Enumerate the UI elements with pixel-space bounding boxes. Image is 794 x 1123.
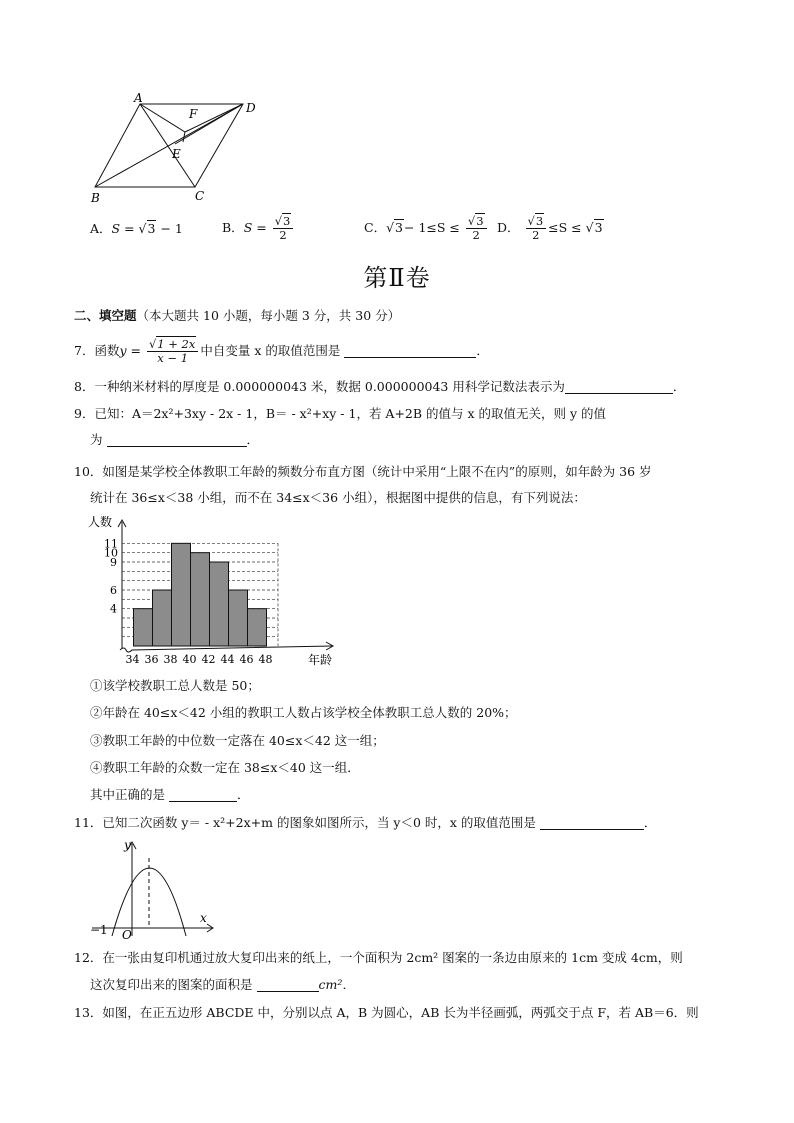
graph-y-label: y bbox=[124, 838, 131, 852]
x-tick-label: 46 bbox=[239, 653, 254, 666]
option-d: D． $\frac{√3}{2}$ ≤S ≤ √3 bbox=[497, 214, 603, 242]
x-tick-label: 42 bbox=[201, 653, 216, 666]
question-13-line1: 13．如图，在正五边形 ABCDE 中，分别以点 A，B 为圆心，AB 长为半径画弧，两弧交于点 F，若 AB＝6．则 bbox=[74, 1005, 699, 1020]
label-D: D bbox=[246, 101, 256, 115]
question-12-line1: 12．在一张由复印机通过放大复印出来的纸上，一个面积为 2cm² 图案的一条边由原来的 1cm 变成 4cm，则 bbox=[74, 950, 683, 965]
histogram-bar bbox=[134, 609, 153, 646]
section-heading: 二、填空题（本大题共 10 小题，每小题 3 分，共 30 分） bbox=[74, 308, 401, 323]
y-tick-label: 6 bbox=[110, 584, 117, 597]
rhombus-figure bbox=[85, 92, 265, 207]
question-12-line2: 这次复印出来的图案的面积是 cm²． bbox=[90, 977, 355, 992]
question-10-line1: 10．如图是某学校全体教职工年龄的频数分布直方图（统计中采用“上限不在内”的原则，如年龄为 36 岁 bbox=[74, 464, 652, 479]
x-tick-label: 36 bbox=[144, 653, 159, 666]
graph-origin-label: O bbox=[122, 928, 132, 940]
option-c: C．√3− 1≤S ≤ $\frac{√3}{2}$ bbox=[364, 210, 489, 246]
histogram-bar bbox=[229, 590, 248, 646]
histogram-xlabel: 年龄 bbox=[308, 653, 333, 667]
label-C: C bbox=[195, 189, 205, 203]
statement-2: ②年龄在 40≤x＜42 小组的教职工人数占该学校全体教职工总人数的 20%； bbox=[90, 705, 517, 720]
x-tick-label: 40 bbox=[182, 653, 197, 666]
y-tick-label: 10 bbox=[104, 546, 118, 560]
y-tick-label: 11 bbox=[104, 537, 118, 551]
y-tick-label: 9 bbox=[110, 556, 117, 569]
statement-4: ④教职工年龄的众数一定在 38≤x＜40 这一组． bbox=[90, 760, 360, 775]
histogram-bar bbox=[210, 562, 229, 646]
histogram-bar bbox=[172, 543, 191, 646]
histogram-bar bbox=[191, 553, 210, 646]
label-F: F bbox=[189, 107, 198, 121]
question-9-line2: 为 ． bbox=[90, 432, 260, 447]
question-10-ask: 其中正确的是 ． bbox=[90, 787, 250, 802]
option-b: B．S = $\frac{√3}{2}$ bbox=[222, 210, 295, 246]
parabola-graph bbox=[88, 836, 228, 940]
graph-neg1-label: −1 bbox=[90, 923, 108, 937]
question-11: 11．已知二次函数 y＝ - x²+2x+m 的图象如图所示，当 y＜0 时，x 的取值范围是 ． bbox=[74, 815, 657, 830]
age-histogram bbox=[80, 508, 340, 670]
graph-x-label: x bbox=[200, 911, 207, 925]
label-A: A bbox=[134, 92, 143, 105]
x-tick-label: 44 bbox=[220, 653, 235, 666]
question-10-line2: 统计在 36≤x＜38 小组，而不在 34≤x＜36 小组），根据图中提供的信息，有下列说法： bbox=[90, 490, 586, 505]
volume-title: 第Ⅱ卷 bbox=[363, 264, 431, 292]
histogram-bar bbox=[248, 609, 267, 646]
x-tick-label: 34 bbox=[125, 653, 140, 666]
x-tick-label: 48 bbox=[258, 653, 273, 666]
question-9-line1: 9．已知：A＝2x²+3xy - 2x - 1，B＝ - x²+xy - 1，若 A+2B 的值与 x 的取值无关，则 y 的值 bbox=[74, 406, 607, 421]
question-7: 7．函数y = $\frac{√1 + 2x}{x - 1}$ 中自变量 x 的取值范围是 ． bbox=[74, 337, 489, 365]
question-8: 8．一种纳米材料的厚度是 0.000000043 米，数据 0.000000043 用科学记数法表示为 ． bbox=[74, 379, 686, 394]
histogram-bar bbox=[153, 590, 172, 646]
histogram-ylabel: 人数 bbox=[88, 515, 113, 529]
statement-3: ③教职工年龄的中位数一定落在 40≤x＜42 这一组； bbox=[90, 733, 385, 748]
label-B: B bbox=[91, 191, 100, 205]
x-tick-label: 38 bbox=[163, 653, 178, 666]
label-E: E bbox=[172, 147, 181, 161]
y-tick-label: 4 bbox=[110, 602, 117, 616]
statement-1: ①该学校教职工总人数是 50； bbox=[90, 678, 260, 693]
option-a: A．S = √3 − 1 bbox=[90, 221, 183, 236]
